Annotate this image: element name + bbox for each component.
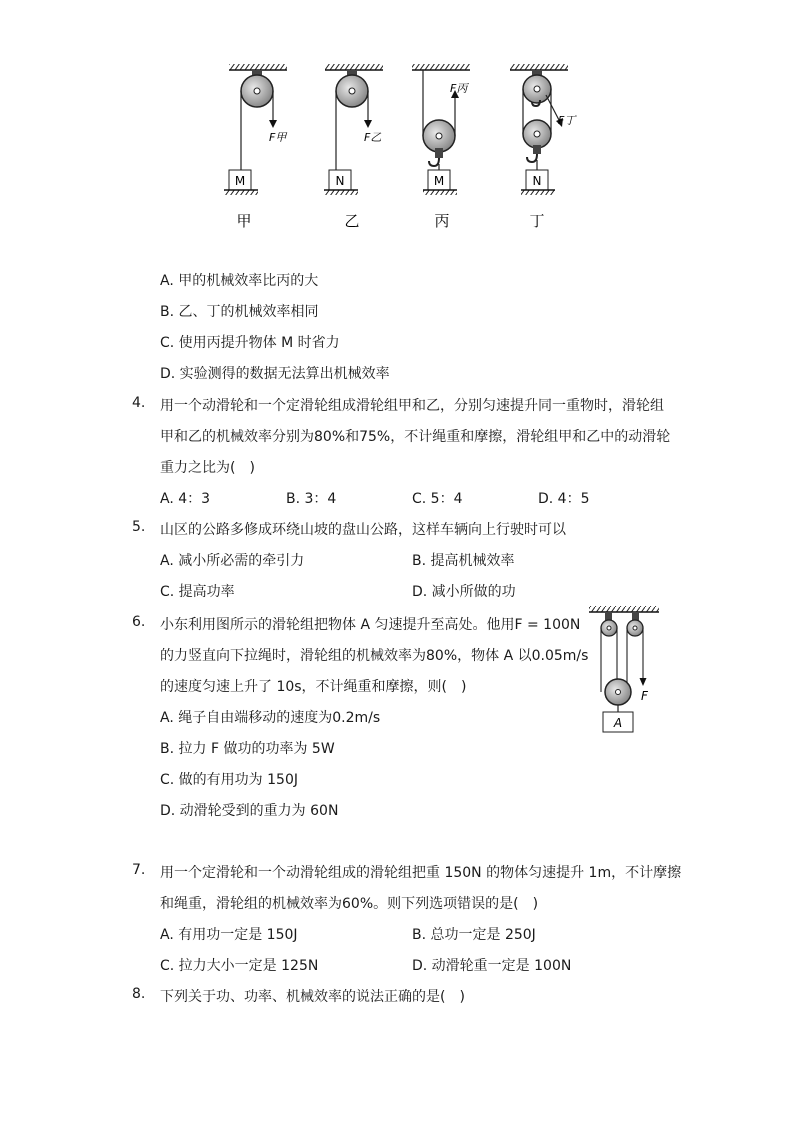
pulley-figure-top (0, 0, 794, 240)
q4-option-d[interactable]: D. 4：5 (538, 491, 590, 507)
q7-text-line2: 和绳重，滑轮组的机械效率为60%。则下列选项错误的是( ) (160, 896, 539, 912)
force-label-jia: F甲 (269, 131, 287, 144)
q6-option-b[interactable]: B. 拉力 F 做功的功率为 5W (160, 741, 335, 757)
diagram-label-bing: 丙 (434, 212, 450, 230)
q3-option-c[interactable]: C. 使用丙提升物体 M 时省力 (160, 335, 340, 351)
force-label-yi: F乙 (364, 131, 382, 144)
q3-option-b[interactable]: B. 乙、丁的机械效率相同 (160, 304, 319, 320)
block-label-bing: M (433, 174, 445, 188)
q4-option-c[interactable]: C. 5：4 (412, 491, 463, 507)
q7-option-b[interactable]: B. 总功一定是 250J (412, 927, 536, 943)
q6-option-d[interactable]: D. 动滑轮受到的重力为 60N (160, 803, 339, 819)
force-label-bing: F丙 (450, 82, 468, 95)
q7-text-line1: 用一个定滑轮和一个动滑轮组成的滑轮组把重 150N 的物体匀速提升 1m，不计摩擦 (160, 865, 682, 881)
force-label-ding: F丁 (558, 114, 576, 127)
setup-jia (224, 64, 287, 195)
diagram-label-jia: 甲 (236, 212, 252, 230)
q5-option-a[interactable]: A. 减小所必需的牵引力 (160, 553, 305, 569)
q7-option-c[interactable]: C. 拉力大小一定是 125N (160, 958, 319, 974)
q4-option-b[interactable]: B. 3：4 (286, 491, 337, 507)
q4-text-line2: 甲和乙的机械效率分别为80%和75%，不计绳重和摩擦，滑轮组甲和乙中的动滑轮 (160, 429, 671, 445)
q6-option-a[interactable]: A. 绳子自由端移动的速度为0.2m/s (160, 710, 381, 726)
q6-text-line3: 的速度匀速上升了 10s，不计绳重和摩擦，则( ) (160, 679, 467, 695)
diagram-label-yi: 乙 (344, 212, 360, 230)
q4-number: 4. (132, 395, 146, 411)
block-label-yi: N (335, 174, 345, 188)
block-label-jia: M (234, 174, 246, 188)
q6-block-label: A (613, 716, 623, 730)
q4-option-a[interactable]: A. 4：3 (160, 491, 211, 507)
q3-option-a[interactable]: A. 甲的机械效率比丙的大 (160, 273, 319, 289)
setup-yi (324, 64, 383, 195)
q4-text-line1: 用一个动滑轮和一个定滑轮组成滑轮组甲和乙，分别匀速提升同一重物时，滑轮组 (160, 398, 664, 414)
q8-text: 下列关于功、功率、机械效率的说法正确的是( ) (160, 989, 465, 1005)
q4-text-line3: 重力之比为( ) (160, 460, 255, 476)
block-label-ding: N (532, 174, 542, 188)
q6-text-line2: 的力竖直向下拉绳时，滑轮组的机械效率为80%，物体 A 以0.05m/s (160, 648, 589, 664)
diagram-label-ding: 丁 (529, 212, 545, 230)
q3-option-d[interactable]: D. 实验测得的数据无法算出机械效率 (160, 366, 390, 382)
q6-force-label: F (641, 689, 648, 703)
q5-option-d[interactable]: D. 减小所做的功 (412, 584, 516, 600)
q5-number: 5. (132, 519, 146, 535)
q7-number: 7. (132, 862, 146, 878)
q6-text-line1: 小东利用图所示的滑轮组把物体 A 匀速提升至高处。他用F = 100N (160, 617, 581, 633)
q6-option-c[interactable]: C. 做的有用功为 150J (160, 772, 298, 788)
q5-option-b[interactable]: B. 提高机械效率 (412, 553, 515, 569)
q7-option-d[interactable]: D. 动滑轮重一定是 100N (412, 958, 572, 974)
q5-option-c[interactable]: C. 提高功率 (160, 584, 235, 600)
q7-option-a[interactable]: A. 有用功一定是 150J (160, 927, 298, 943)
q8-number: 8. (132, 986, 146, 1002)
q6-number: 6. (132, 614, 146, 630)
q5-text: 山区的公路多修成环绕山坡的盘山公路，这样车辆向上行驶时可以 (160, 522, 566, 538)
q6-pulley-figure (585, 600, 665, 740)
